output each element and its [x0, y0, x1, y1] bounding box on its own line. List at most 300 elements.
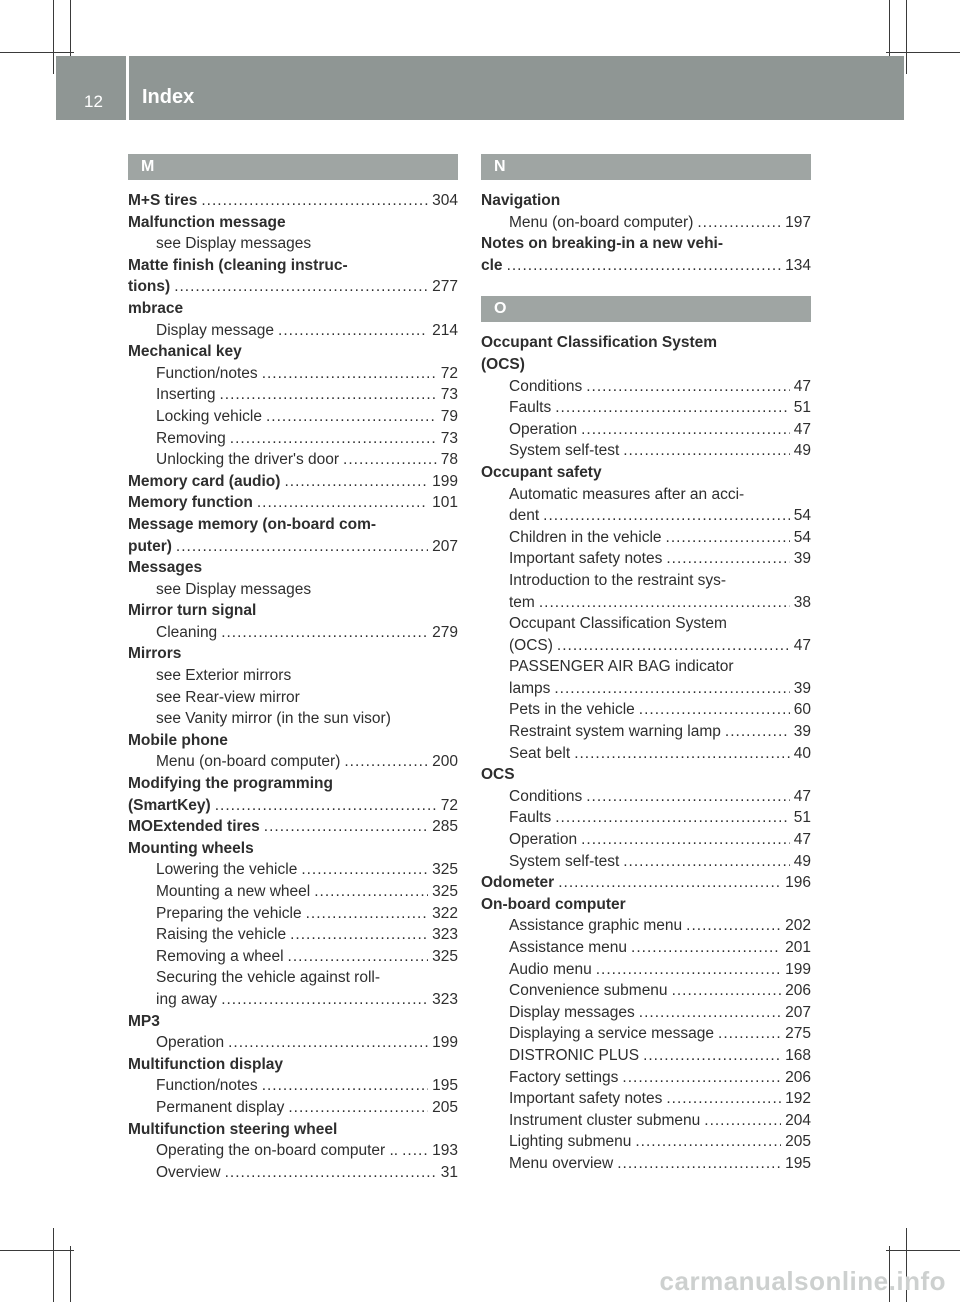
dot-leader: [639, 1002, 781, 1024]
dot-leader: [586, 376, 790, 398]
page-reference: 275: [785, 1025, 811, 1043]
index-subentry: [128, 903, 458, 925]
page-reference: 214: [432, 321, 458, 339]
entry-label: Function/notes: [156, 364, 258, 382]
entry-label: Notes on breaking-in a new vehi-: [481, 235, 724, 253]
entry-label: Restraint system warning lamp: [509, 723, 721, 741]
dot-leader: [284, 471, 428, 493]
index-subentry: [128, 859, 458, 881]
dot-leader: [622, 1067, 781, 1089]
index-entry: [128, 190, 458, 212]
index-subentry: [128, 1032, 458, 1054]
dot-leader: [581, 829, 790, 851]
page-reference: 73: [440, 429, 458, 447]
entry-label: Seat belt: [509, 744, 571, 762]
entry-label: Display messages: [509, 1003, 635, 1021]
entry-label: Operation: [509, 420, 578, 438]
page-reference: 31: [440, 1163, 458, 1181]
index-heading: [128, 298, 458, 320]
index-heading: [481, 354, 811, 376]
dot-leader: [666, 1088, 781, 1110]
index-entry: [481, 255, 811, 277]
page-reference: 72: [440, 364, 458, 382]
index-subentry: [481, 570, 811, 592]
index-subentry: [481, 376, 811, 398]
index-subentry: [128, 924, 458, 946]
section-letter-n: N: [481, 154, 811, 180]
entry-label: Multifunction steering wheel: [128, 1120, 338, 1138]
entry-label: Occupant safety: [481, 463, 602, 481]
page-reference: 197: [785, 213, 811, 231]
entry-label: Overview: [156, 1163, 221, 1181]
dot-leader: [586, 786, 790, 808]
entry-label: System self-test: [509, 852, 620, 870]
dot-leader: [343, 449, 437, 471]
entry-label: Lighting submenu: [509, 1133, 632, 1151]
dot-leader: [288, 1097, 428, 1119]
entry-label: ing away: [156, 990, 218, 1008]
entry-label: Securing the vehicle against roll-: [156, 969, 381, 987]
entry-label: tem: [509, 593, 535, 611]
entry-label: Menu overview: [509, 1154, 614, 1172]
dot-leader: [623, 851, 790, 873]
entry-label: Important safety notes: [509, 550, 663, 568]
crop-mark: [0, 52, 74, 53]
dot-leader: [558, 872, 781, 894]
index-heading: [128, 514, 458, 536]
index-subentry: [481, 1002, 811, 1024]
index-heading: [128, 838, 458, 860]
entry-label: (OCS): [481, 355, 525, 373]
entry-label: Modifying the programming: [128, 775, 333, 793]
page-reference: 277: [432, 278, 458, 296]
index-subentry: [481, 1023, 811, 1045]
entry-label: MP3: [128, 1012, 160, 1030]
index-subentry: [128, 665, 458, 687]
entry-label: Inserting: [156, 386, 216, 404]
entry-label: MOExtended tires: [128, 818, 260, 836]
entry-label: mbrace: [128, 299, 184, 317]
entry-label: Preparing the vehicle: [156, 904, 302, 922]
page-reference: 54: [793, 528, 811, 546]
entry-label: OCS: [481, 766, 515, 784]
index-subentry: [481, 743, 811, 765]
index-heading: [481, 233, 811, 255]
page-reference: 207: [432, 537, 458, 555]
index-heading: [128, 557, 458, 579]
crop-mark: [70, 0, 71, 56]
entry-label: lamps: [509, 679, 551, 697]
entry-label: Locking vehicle: [156, 407, 262, 425]
index-subentry: [128, 363, 458, 385]
dot-leader: [201, 190, 428, 212]
entry-label: Assistance graphic menu: [509, 917, 683, 935]
index-subentry: [481, 1088, 811, 1110]
index-subentry: [481, 829, 811, 851]
index-heading: [128, 773, 458, 795]
index-heading: [128, 341, 458, 363]
crop-mark: [0, 1250, 74, 1251]
entry-label: Multifunction display: [128, 1055, 283, 1073]
page-reference: 72: [440, 796, 458, 814]
crop-mark: [889, 0, 890, 56]
index-entry: [481, 872, 811, 894]
index-subentry: [481, 1153, 811, 1175]
entry-label: Navigation: [481, 192, 561, 209]
entry-label: Occupant Classification System: [481, 334, 718, 352]
dot-leader: [581, 419, 790, 441]
entry-label: DISTRONIC PLUS: [509, 1046, 640, 1064]
entry-label: Assistance menu: [509, 939, 628, 956]
entry-label: On-board computer: [481, 895, 626, 913]
entry-label: Occupant Classification System: [509, 615, 727, 633]
index-subentry: [128, 579, 458, 601]
dot-leader: [301, 859, 428, 881]
index-subentry: [128, 751, 458, 773]
entry-label: Factory settings: [509, 1068, 619, 1086]
index-subentry: [128, 708, 458, 730]
index-subentry: [128, 1162, 458, 1184]
dot-leader: [221, 622, 428, 644]
index-subentry: [481, 1045, 811, 1067]
index-subentry: [481, 807, 811, 829]
page-reference: 47: [793, 377, 811, 395]
entry-label: see Rear-view mirror: [156, 688, 300, 706]
entry-label: System self-test: [509, 442, 620, 460]
index-subentry: [481, 980, 811, 1002]
page-reference: 205: [432, 1098, 458, 1116]
dot-leader: [344, 751, 428, 773]
index-subentry: [481, 959, 811, 981]
page-reference: 39: [793, 679, 811, 697]
index-heading: [481, 894, 811, 916]
page-reference: 49: [793, 442, 811, 460]
dot-leader: [314, 881, 428, 903]
entry-label: Audio menu: [509, 960, 592, 978]
dot-leader: [617, 1153, 781, 1175]
index-column-right: [481, 154, 811, 1175]
dot-leader: [266, 406, 437, 428]
page-number: 12: [84, 92, 103, 111]
index-subentry: [481, 678, 811, 700]
dot-leader: [672, 980, 782, 1002]
entry-label: cle: [481, 256, 503, 274]
index-subentry: [128, 687, 458, 709]
dot-leader: [639, 699, 790, 721]
page-reference: 196: [785, 874, 811, 892]
entry-label: Displaying a service message: [509, 1025, 715, 1043]
index-subentry: [128, 989, 458, 1011]
index-subentry: [481, 937, 811, 959]
index-heading: [128, 255, 458, 277]
page-reference: 40: [793, 744, 811, 762]
entry-label: Permanent display: [156, 1098, 285, 1116]
header-divider: [126, 56, 129, 120]
entry-label: Removing: [156, 429, 226, 447]
page-reference: 47: [793, 636, 811, 654]
entry-label: PASSENGER AIR BAG indicator: [509, 658, 734, 676]
index-subentry: [481, 786, 811, 808]
dot-leader: [697, 212, 781, 234]
entry-label: Memory card (audio): [128, 472, 281, 490]
entry-label: Function/notes: [156, 1077, 258, 1095]
page-reference: 47: [793, 420, 811, 438]
entry-label: Mounting wheels: [128, 839, 254, 857]
page-reference: 206: [785, 1068, 811, 1086]
page-reference: 207: [785, 1003, 811, 1021]
dot-leader: [215, 795, 437, 817]
index-subentry: [481, 440, 811, 462]
index-subentry: [481, 635, 811, 657]
entry-label: Conditions: [509, 377, 583, 395]
index-subentry: [128, 449, 458, 471]
page-reference: 51: [793, 399, 811, 417]
page-reference: 49: [793, 852, 811, 870]
page-reference: 195: [785, 1154, 811, 1172]
dot-leader: [262, 363, 437, 385]
index-heading: [128, 1119, 458, 1141]
page-reference: 304: [432, 192, 458, 209]
entry-label: M+S tires: [128, 192, 198, 209]
entry-label: Malfunction message: [128, 213, 286, 231]
dot-leader: [704, 1110, 781, 1132]
section-letter-m: M: [128, 154, 458, 180]
dot-leader: [221, 989, 428, 1011]
index-subentry: [128, 1097, 458, 1119]
page-reference: 73: [440, 386, 458, 404]
dot-leader: [288, 946, 429, 968]
crop-mark: [53, 1228, 54, 1302]
watermark: carmanualsonline.info: [659, 1266, 946, 1296]
index-subentry: [128, 881, 458, 903]
entry-label: see Display messages: [156, 580, 312, 598]
index-subentry: [481, 915, 811, 937]
entry-label: (SmartKey): [128, 796, 211, 814]
dot-leader: [596, 959, 781, 981]
entry-label: Menu (on-board computer): [156, 753, 341, 771]
index-subentry: [128, 1140, 458, 1162]
entry-label: Operation: [156, 1034, 225, 1052]
entry-label: Automatic measures after an acci-: [509, 485, 745, 503]
index-subentry: [128, 622, 458, 644]
dot-leader: [278, 320, 428, 342]
index-subentry: [481, 592, 811, 614]
page-header: [56, 56, 904, 120]
dot-leader: [574, 743, 790, 765]
entry-label: Display message: [156, 321, 275, 339]
entry-label: Operating the on-board computer ..: [156, 1142, 399, 1160]
page-reference: 60: [793, 701, 811, 719]
index-entry: [128, 471, 458, 493]
index-heading: [481, 764, 811, 786]
entry-label: Lowering the vehicle: [156, 861, 298, 879]
dot-leader: [555, 807, 790, 829]
dot-leader: [264, 816, 428, 838]
entry-label: Odometer: [481, 874, 555, 892]
index-heading: [128, 1054, 458, 1076]
index-subentry: [481, 1131, 811, 1153]
dot-leader: [228, 1032, 428, 1054]
page-reference: 206: [785, 982, 811, 1000]
index-heading: [481, 332, 811, 354]
crop-mark: [886, 1250, 960, 1251]
entry-label: Menu (on-board computer): [509, 213, 694, 231]
dot-leader: [176, 536, 428, 558]
page-reference: 201: [785, 939, 811, 956]
entry-label: Mounting a new wheel: [156, 883, 311, 900]
entry-label: Important safety notes: [509, 1090, 663, 1108]
page-reference: 54: [793, 507, 811, 525]
page-reference: 79: [440, 407, 458, 425]
dot-leader: [635, 1131, 781, 1153]
index-entry: [128, 276, 458, 298]
entry-label: puter): [128, 537, 172, 555]
crop-mark: [886, 52, 960, 53]
index-entry: [128, 536, 458, 558]
index-subentry: [481, 656, 811, 678]
page-reference: 39: [793, 550, 811, 568]
dot-leader: [402, 1140, 428, 1162]
index-heading: [128, 730, 458, 752]
dot-leader: [631, 937, 781, 959]
dot-leader: [666, 527, 790, 549]
dot-leader: [306, 903, 429, 925]
entry-label: Faults: [509, 809, 552, 827]
dot-leader: [219, 384, 436, 406]
section-letter-o: O: [481, 296, 811, 322]
dot-leader: [686, 915, 781, 937]
page-reference: 279: [432, 623, 458, 641]
crop-mark: [906, 0, 907, 74]
crop-mark: [70, 1246, 71, 1302]
index-subentry: [128, 320, 458, 342]
entry-label: tions): [128, 278, 171, 296]
index-heading: [128, 600, 458, 622]
dot-leader: [554, 678, 789, 700]
entry-label: Raising the vehicle: [156, 926, 287, 944]
page-reference: 325: [432, 947, 458, 965]
entry-label: Operation: [509, 831, 578, 849]
index-subentry: [481, 851, 811, 873]
page-reference: 200: [432, 753, 458, 771]
index-entry: [128, 816, 458, 838]
dot-leader: [543, 505, 790, 527]
dot-leader: [539, 592, 790, 614]
dot-leader: [507, 255, 782, 277]
page-reference: 199: [432, 472, 458, 490]
page-reference: 134: [785, 256, 811, 274]
page-reference: 323: [432, 990, 458, 1008]
index-subentry: [481, 548, 811, 570]
index-heading: [128, 212, 458, 234]
index-subentry: [128, 406, 458, 428]
entry-label: Mirror turn signal: [128, 602, 257, 620]
page-reference: 205: [785, 1133, 811, 1151]
entry-label: Matte finish (cleaning instruc-: [128, 256, 348, 274]
index-entry: [128, 492, 458, 514]
index-subentry: [481, 527, 811, 549]
entry-label: dent: [509, 507, 540, 525]
dot-leader: [555, 397, 790, 419]
entry-label: Convenience submenu: [509, 982, 668, 1000]
page-reference: 192: [785, 1090, 811, 1108]
index-heading: [481, 462, 811, 484]
index-heading: [128, 1011, 458, 1033]
page-reference: 323: [432, 926, 458, 944]
dot-leader: [643, 1045, 781, 1067]
entry-label: Message memory (on-board com-: [128, 515, 377, 533]
page-reference: 38: [793, 593, 811, 611]
index-entry: [128, 795, 458, 817]
index-subentry: [481, 397, 811, 419]
crop-mark: [53, 0, 54, 74]
dot-leader: [718, 1023, 781, 1045]
index-subentry: [128, 946, 458, 968]
page-reference: 47: [793, 831, 811, 849]
entry-label: (OCS): [509, 636, 553, 654]
entry-label: see Display messages: [156, 235, 312, 253]
page-reference: 39: [793, 723, 811, 741]
entry-label: Mobile phone: [128, 731, 228, 749]
page-reference: 199: [432, 1034, 458, 1052]
index-subentry: [128, 967, 458, 989]
dot-leader: [557, 635, 790, 657]
index-subentry: [481, 212, 811, 234]
page-reference: 285: [432, 818, 458, 836]
index-subentry: [481, 613, 811, 635]
index-column-left: [128, 154, 458, 1183]
dot-leader: [230, 428, 437, 450]
entry-label: Conditions: [509, 787, 583, 805]
dot-leader: [225, 1162, 437, 1184]
entry-label: Faults: [509, 399, 552, 417]
entry-label: Messages: [128, 559, 203, 577]
page-reference: 168: [785, 1046, 811, 1064]
entry-label: Pets in the vehicle: [509, 701, 635, 719]
page-reference: 322: [432, 904, 458, 922]
entry-label: see Exterior mirrors: [156, 667, 292, 685]
page-reference: 193: [432, 1142, 458, 1160]
dot-leader: [290, 924, 428, 946]
page-reference: 199: [785, 960, 811, 978]
dot-leader: [262, 1075, 428, 1097]
entry-label: Unlocking the driver's door: [156, 451, 340, 469]
index-subentry: [481, 699, 811, 721]
entry-label: Mechanical key: [128, 343, 242, 361]
index-subentry: [481, 419, 811, 441]
entry-label: see Vanity mirror (in the sun visor): [156, 710, 391, 728]
index-subentry: [128, 233, 458, 255]
index-subentry: [481, 505, 811, 527]
dot-leader: [666, 548, 789, 570]
page-reference: 204: [785, 1111, 811, 1129]
dot-leader: [257, 492, 428, 514]
page-reference: 47: [793, 787, 811, 805]
index-subentry: [481, 1067, 811, 1089]
entry-label: Introduction to the restraint sys-: [509, 571, 727, 589]
page-reference: 325: [432, 883, 458, 900]
page-title: Index: [142, 86, 195, 108]
page-reference: 325: [432, 861, 458, 879]
index-heading: [128, 643, 458, 665]
page-reference: 195: [432, 1077, 458, 1095]
page-reference: 51: [793, 809, 811, 827]
index-subentry: [481, 484, 811, 506]
index-subentry: [481, 1110, 811, 1132]
page-reference: 202: [785, 917, 811, 935]
index-subentry: [128, 1075, 458, 1097]
entry-label: Mirrors: [128, 645, 182, 663]
